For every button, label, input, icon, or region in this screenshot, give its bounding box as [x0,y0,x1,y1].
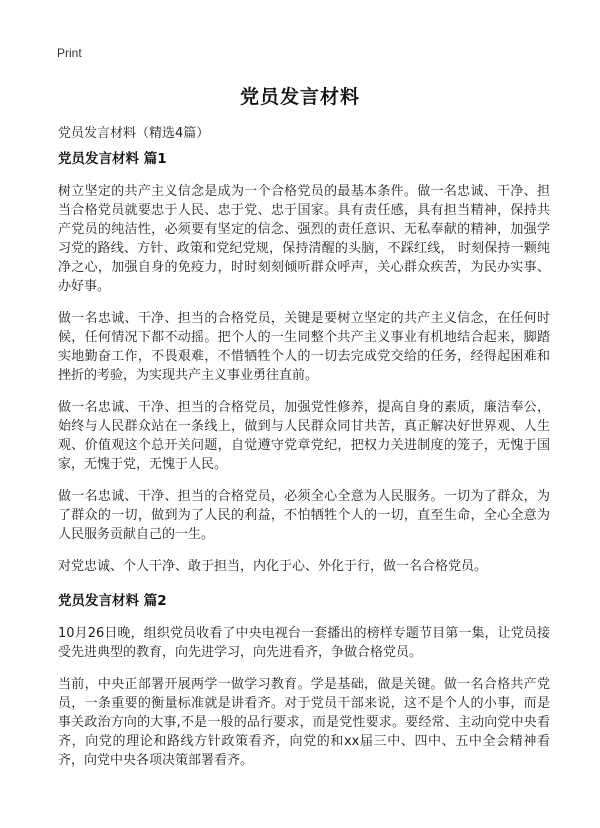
document-body [58,150,550,783]
paragraph: 对党忠诚、个人干净、敢于担当，内化于心、外化于行，做一名合格党员。 [58,559,488,574]
section-1 [58,150,550,576]
section-heading: 党员发言材料 篇1 [58,151,167,167]
page-title: 党员发言材料 [239,86,360,108]
print-label: Print [57,46,82,60]
section-heading: 党员发言材料 篇2 [58,593,167,609]
paragraph: 10月26日晚，组织党员收看了中央电视台一套播出的榜样专题节目第一集，让党员接受先进典型的教育，向先进学习，向先进看齐，争做合格党员。 [58,626,550,660]
paragraph: 当前，中央正部署开展两学一做学习教育。学是基础，做是关键。做一名合格共产党员，一条重要的衡量标准就是讲看齐。对于党员干部来说，这不是个人的小事，而是事关政治方向的大事,不是一般的品行要求，而是党性要求。要经常、主动向党中央看齐，向党的理论和路线方针政策看齐，向党的和xx届三中、四中、五中全会精神看齐，向党中央各项决策部署看齐。 [58,677,550,768]
paragraph: 树立坚定的共产主义信念是成为一个合格党员的最基本条件。做一名忠诚、干净、担当合格党员就要忠于人民、忠于党、忠于国家。具有责任感，具有担当精神，保持共产党员的纯洁性，必须要有坚定的信念、强烈的责任意识、无私奉献的精神，加强学习党的路线、方针、政策和党纪党规，保持清醒的头脑，不踩红线， 时刻保持一颗纯净之心，加强自身的免疫力，时时刻刻倾听群众呼声，关心群众疾苦，为民办实事、办好事。 [58,184,550,294]
document-subtitle: 党员发言材料（精选4篇） [58,126,210,141]
section-2 [58,592,550,770]
paragraph: 做一名忠诚、干净、担当的合格党员，关键是要树立坚定的共产主义信念，在任何时候，任何情况下都不动摇。把个人的一生同整个共产主义事业有机地结合起来，脚踏实地勤奋工作，不畏艰难，不惜牺牲个人的一切去完成党交给的任务，经得起困难和挫折的考验，为实现共产主义事业勇往直前。 [58,311,550,383]
paragraph: 做一名忠诚、干净、担当的合格党员，加强党性修养，提高自身的素质，廉洁奉公，始终与人民群众站在一条线上，做到与人民群众同甘共苦，真正解决好世界观、人生观、价值观这个总开关问题，自觉遵守党章党纪，把权力关进制度的笼子，无愧于国家，无愧于党，无愧于人民。 [58,400,550,472]
paragraph: 做一名忠诚、干净、担当的合格党员，必须全心全意为人民服务。一切为了群众，为了群众的一切，做到为了人民的利益，不怕牺牲个人的一切，直至生命，全心全意为人民服务贡献自己的一生。 [58,489,550,542]
